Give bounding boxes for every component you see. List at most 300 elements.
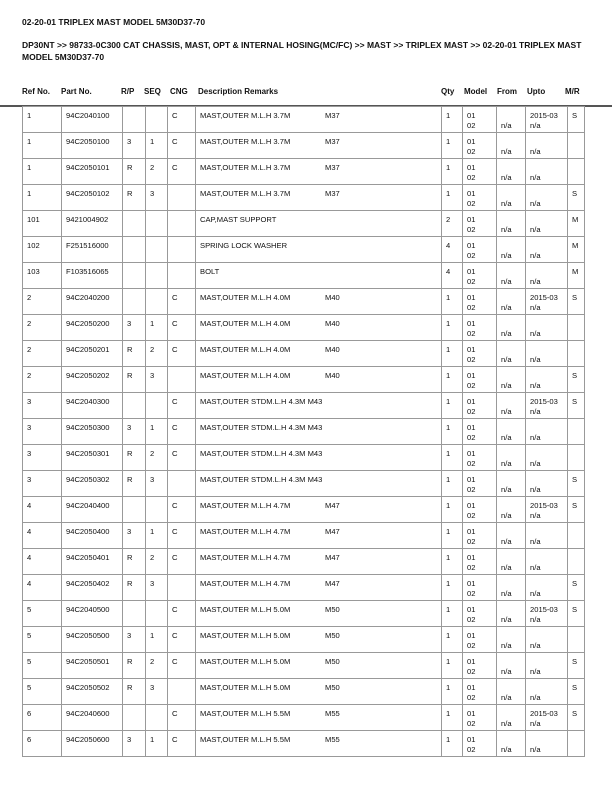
table-row — [23, 549, 585, 575]
mr-text — [572, 445, 584, 449]
cell-part — [62, 237, 123, 263]
seq-text: 1 — [150, 735, 155, 744]
desc-text: MAST,OUTER M.L.H 5.0M — [200, 683, 291, 692]
parts-table — [22, 106, 585, 757]
cell-model — [463, 497, 497, 523]
description-line — [200, 471, 441, 485]
rp-text: R — [127, 371, 133, 380]
part-text: 94C2050302 — [66, 475, 110, 484]
model-text: 01 02 — [467, 605, 476, 624]
mr-text — [572, 549, 584, 553]
model-text: 01 02 — [467, 683, 476, 702]
cell-qty — [442, 237, 463, 263]
model-text: 01 02 — [467, 423, 476, 442]
seq-text: 2 — [150, 449, 155, 458]
cell-ref — [23, 315, 62, 341]
description-line — [200, 159, 441, 173]
cell-upto — [526, 627, 568, 653]
cell-part — [62, 575, 123, 601]
upto-text: 2015-03 n/a — [530, 397, 558, 416]
cell-from — [497, 185, 526, 211]
seq-text — [150, 211, 167, 215]
cell-from — [497, 627, 526, 653]
cell-part — [62, 419, 123, 445]
cell-from — [497, 289, 526, 315]
cell-rp — [123, 107, 146, 133]
description-line — [200, 107, 441, 121]
cell-part — [62, 393, 123, 419]
cell-upto — [526, 367, 568, 393]
table-row — [23, 263, 585, 289]
seq-text — [150, 601, 167, 605]
description-line — [200, 653, 441, 667]
cell-mr — [568, 523, 585, 549]
cell-rp — [123, 185, 146, 211]
cell-qty — [442, 419, 463, 445]
cng-text: C — [172, 345, 178, 354]
table-row — [23, 497, 585, 523]
description-line — [200, 393, 441, 407]
cell-rp — [123, 549, 146, 575]
header-from: From — [497, 87, 517, 96]
cng-text — [172, 263, 195, 267]
cell-model — [463, 653, 497, 679]
cell-ref — [23, 289, 62, 315]
cell-qty — [442, 575, 463, 601]
cell-mr — [568, 653, 585, 679]
cell-seq — [146, 679, 168, 705]
cell-part — [62, 185, 123, 211]
part-text: 94C2050102 — [66, 189, 110, 198]
cell-mr — [568, 315, 585, 341]
cell-upto — [526, 133, 568, 159]
cell-from — [497, 705, 526, 731]
description-line — [200, 731, 441, 745]
rp-text: R — [127, 163, 133, 172]
cell-cng — [168, 393, 196, 419]
ref-text: 2 — [27, 345, 32, 354]
cell-cng — [168, 211, 196, 237]
from-text: n/a — [501, 511, 512, 520]
description-line — [200, 367, 441, 381]
from-text: n/a — [501, 459, 512, 468]
model-text: 01 02 — [467, 553, 476, 572]
part-text: 94C2050501 — [66, 657, 110, 666]
cell-mr — [568, 471, 585, 497]
page-title: 02-20-01 TRIPLEX MAST MODEL 5M30D37-70 — [22, 17, 206, 27]
qty-text: 4 — [446, 241, 451, 250]
cell-from — [497, 679, 526, 705]
header-part: Part No. — [61, 87, 92, 96]
cell-cng — [168, 731, 196, 757]
model-text: 01 02 — [467, 735, 476, 754]
cell-part — [62, 289, 123, 315]
cell-mr — [568, 679, 585, 705]
table-row — [23, 653, 585, 679]
part-text: F103516065 — [66, 267, 109, 276]
cell-qty — [442, 159, 463, 185]
cell-part — [62, 107, 123, 133]
remark-text: M47 — [325, 553, 340, 562]
cell-rp — [123, 471, 146, 497]
desc-text: MAST,OUTER M.L.H 4.7M — [200, 579, 291, 588]
cng-text: C — [172, 709, 178, 718]
model-text: 01 02 — [467, 137, 476, 156]
ref-text: 2 — [27, 293, 32, 302]
rp-text — [127, 497, 145, 501]
part-text: 94C2050101 — [66, 163, 110, 172]
cell-mr — [568, 575, 585, 601]
cell-mr — [568, 627, 585, 653]
cng-text — [172, 575, 195, 579]
desc-text: MAST,OUTER M.L.H 3.7M — [200, 137, 291, 146]
remark-text: M55 — [325, 735, 340, 744]
remark-text: M37 — [325, 189, 340, 198]
cell-from — [497, 731, 526, 757]
rp-text — [127, 393, 145, 397]
qty-text: 1 — [446, 735, 451, 744]
part-text: 9421004902 — [66, 215, 109, 224]
qty-text: 1 — [446, 189, 451, 198]
table-row — [23, 107, 585, 133]
cell-model — [463, 107, 497, 133]
mr-text: S — [572, 293, 578, 302]
cell-part — [62, 497, 123, 523]
header-mr: M/R — [565, 87, 580, 96]
remark-text: M50 — [325, 631, 340, 640]
cng-text — [172, 211, 195, 215]
description-line — [200, 523, 441, 537]
cell-from — [497, 315, 526, 341]
cell-seq — [146, 445, 168, 471]
remark-text: M37 — [325, 137, 340, 146]
ref-text: 4 — [27, 527, 32, 536]
mr-text — [572, 159, 584, 163]
cell-desc — [196, 705, 442, 731]
qty-text: 1 — [446, 683, 451, 692]
upto-text: n/a — [530, 277, 541, 286]
cell-ref — [23, 419, 62, 445]
cell-qty — [442, 289, 463, 315]
cell-from — [497, 497, 526, 523]
cell-rp — [123, 731, 146, 757]
cell-model — [463, 185, 497, 211]
qty-text: 1 — [446, 397, 451, 406]
cell-model — [463, 159, 497, 185]
model-text: 01 02 — [467, 449, 476, 468]
from-text: n/a — [501, 407, 512, 416]
seq-text: 2 — [150, 163, 155, 172]
description-line — [200, 627, 441, 641]
cell-rp — [123, 705, 146, 731]
cell-ref — [23, 185, 62, 211]
part-text: 94C2050200 — [66, 319, 110, 328]
cell-mr — [568, 159, 585, 185]
from-text: n/a — [501, 251, 512, 260]
cell-model — [463, 133, 497, 159]
description-line — [200, 445, 441, 459]
cell-upto — [526, 653, 568, 679]
desc-text: MAST,OUTER M.L.H 4.7M — [200, 553, 291, 562]
remark-text: M40 — [325, 293, 340, 302]
table-row — [23, 601, 585, 627]
part-text: 94C2040100 — [66, 111, 110, 120]
cell-qty — [442, 497, 463, 523]
qty-text: 1 — [446, 293, 451, 302]
qty-text: 4 — [446, 267, 451, 276]
ref-text: 5 — [27, 605, 32, 614]
mr-text: S — [572, 371, 578, 380]
cell-part — [62, 211, 123, 237]
cell-mr — [568, 419, 585, 445]
ref-text: 103 — [27, 267, 40, 276]
rp-text: R — [127, 345, 133, 354]
mr-text — [572, 731, 584, 735]
upto-text: n/a — [530, 225, 541, 234]
cng-text — [172, 185, 195, 189]
from-text: n/a — [501, 589, 512, 598]
table-row — [23, 471, 585, 497]
description-line — [200, 315, 441, 329]
cell-qty — [442, 549, 463, 575]
upto-text: n/a — [530, 745, 541, 754]
cell-desc — [196, 601, 442, 627]
cell-model — [463, 393, 497, 419]
mr-text: M — [572, 241, 579, 250]
seq-text — [150, 263, 167, 267]
cell-rp — [123, 601, 146, 627]
mr-text: M — [572, 267, 579, 276]
cell-part — [62, 263, 123, 289]
part-text: 94C2050400 — [66, 527, 110, 536]
cng-text: C — [172, 293, 178, 302]
desc-text: MAST,OUTER M.L.H 3.7M — [200, 163, 291, 172]
desc-text: MAST,OUTER M.L.H 4.0M — [200, 293, 291, 302]
cell-model — [463, 601, 497, 627]
rp-text: R — [127, 475, 133, 484]
cell-qty — [442, 211, 463, 237]
cell-qty — [442, 107, 463, 133]
cell-part — [62, 653, 123, 679]
cng-text: C — [172, 111, 178, 120]
cell-desc — [196, 185, 442, 211]
cell-mr — [568, 185, 585, 211]
seq-text: 1 — [150, 527, 155, 536]
cell-part — [62, 731, 123, 757]
upto-text: n/a — [530, 433, 541, 442]
cell-upto — [526, 445, 568, 471]
cell-part — [62, 341, 123, 367]
cng-text: C — [172, 449, 178, 458]
cell-mr — [568, 263, 585, 289]
cell-from — [497, 549, 526, 575]
ref-text: 5 — [27, 683, 32, 692]
ref-text: 4 — [27, 501, 32, 510]
cell-cng — [168, 367, 196, 393]
cell-seq — [146, 185, 168, 211]
desc-text: BOLT — [200, 267, 220, 276]
cell-rp — [123, 653, 146, 679]
cng-text — [172, 367, 195, 371]
cng-text: C — [172, 553, 178, 562]
cell-cng — [168, 107, 196, 133]
description-line — [200, 341, 441, 355]
seq-text: 2 — [150, 345, 155, 354]
cell-seq — [146, 731, 168, 757]
from-text: n/a — [501, 147, 512, 156]
ref-text: 3 — [27, 449, 32, 458]
seq-text: 1 — [150, 137, 155, 146]
cell-upto — [526, 237, 568, 263]
cell-upto — [526, 471, 568, 497]
cell-seq — [146, 549, 168, 575]
table-row — [23, 627, 585, 653]
table-row — [23, 159, 585, 185]
cell-ref — [23, 705, 62, 731]
cell-qty — [442, 393, 463, 419]
cell-ref — [23, 237, 62, 263]
seq-text — [150, 393, 167, 397]
cell-mr — [568, 497, 585, 523]
cell-seq — [146, 211, 168, 237]
model-text: 01 02 — [467, 371, 476, 390]
cell-desc — [196, 237, 442, 263]
cell-ref — [23, 445, 62, 471]
model-text: 01 02 — [467, 241, 476, 260]
seq-text: 1 — [150, 423, 155, 432]
qty-text: 1 — [446, 163, 451, 172]
part-text: 94C2050301 — [66, 449, 110, 458]
cell-desc — [196, 653, 442, 679]
cell-model — [463, 549, 497, 575]
upto-text: n/a — [530, 641, 541, 650]
cell-mr — [568, 289, 585, 315]
cell-qty — [442, 367, 463, 393]
cell-cng — [168, 315, 196, 341]
cell-ref — [23, 679, 62, 705]
cell-model — [463, 341, 497, 367]
qty-text: 1 — [446, 605, 451, 614]
from-text: n/a — [501, 615, 512, 624]
cell-from — [497, 523, 526, 549]
desc-text: MAST,OUTER M.L.H 5.5M — [200, 735, 291, 744]
from-text: n/a — [501, 485, 512, 494]
ref-text: 3 — [27, 423, 32, 432]
seq-text — [150, 107, 167, 111]
cell-upto — [526, 731, 568, 757]
rp-text: R — [127, 579, 133, 588]
cell-desc — [196, 341, 442, 367]
mr-text: S — [572, 579, 578, 588]
part-text: 94C2050201 — [66, 345, 110, 354]
cell-mr — [568, 549, 585, 575]
part-text: 94C2040500 — [66, 605, 110, 614]
cell-qty — [442, 731, 463, 757]
description-line — [200, 497, 441, 511]
from-text: n/a — [501, 225, 512, 234]
cell-desc — [196, 549, 442, 575]
qty-text: 1 — [446, 111, 451, 120]
cell-mr — [568, 393, 585, 419]
mr-text — [572, 133, 584, 137]
desc-text: MAST,OUTER M.L.H 4.0M — [200, 345, 291, 354]
upto-text: 2015-03 n/a — [530, 605, 558, 624]
cell-ref — [23, 523, 62, 549]
cell-desc — [196, 263, 442, 289]
seq-text: 1 — [150, 319, 155, 328]
cell-cng — [168, 341, 196, 367]
table-row — [23, 731, 585, 757]
model-text: 01 02 — [467, 527, 476, 546]
from-text: n/a — [501, 381, 512, 390]
cell-cng — [168, 159, 196, 185]
cell-qty — [442, 705, 463, 731]
desc-text: MAST,OUTER STDM.L.H 4.3M M43 — [200, 449, 323, 458]
rp-text — [127, 107, 145, 111]
cell-seq — [146, 315, 168, 341]
cell-rp — [123, 523, 146, 549]
from-text: n/a — [501, 563, 512, 572]
desc-text: MAST,OUTER M.L.H 4.0M — [200, 319, 291, 328]
cell-qty — [442, 263, 463, 289]
remark-text: M40 — [325, 345, 340, 354]
cng-text — [172, 471, 195, 475]
remark-text: M55 — [325, 709, 340, 718]
header-qty: Qty — [441, 87, 455, 96]
cell-rp — [123, 263, 146, 289]
cell-model — [463, 237, 497, 263]
upto-text: n/a — [530, 199, 541, 208]
cell-model — [463, 523, 497, 549]
qty-text: 1 — [446, 319, 451, 328]
upto-text: n/a — [530, 355, 541, 364]
model-text: 01 02 — [467, 111, 476, 130]
cell-upto — [526, 549, 568, 575]
cng-text: C — [172, 631, 178, 640]
cell-cng — [168, 653, 196, 679]
remark-text: M40 — [325, 319, 340, 328]
qty-text: 1 — [446, 449, 451, 458]
mr-text: S — [572, 683, 578, 692]
cell-from — [497, 159, 526, 185]
cell-seq — [146, 159, 168, 185]
rp-text: 3 — [127, 137, 132, 146]
cell-from — [497, 133, 526, 159]
seq-text — [150, 289, 167, 293]
cell-qty — [442, 627, 463, 653]
ref-text: 2 — [27, 371, 32, 380]
cell-cng — [168, 445, 196, 471]
model-text: 01 02 — [467, 501, 476, 520]
cell-model — [463, 289, 497, 315]
cell-seq — [146, 237, 168, 263]
cell-rp — [123, 445, 146, 471]
desc-text: MAST,OUTER M.L.H 5.5M — [200, 709, 291, 718]
table-header — [0, 87, 612, 99]
breadcrumb: DP30NT >> 98733-0C300 CAT CHASSIS, MAST, OPT & INTERNAL HOSING(MC/FC) >> MAST >> TRIPLEX MAST >> 02-20-01 TRIPLEX MAST MODEL 5M30D37-70 — [22, 40, 582, 62]
model-text: 01 02 — [467, 475, 476, 494]
cell-desc — [196, 575, 442, 601]
description-line — [200, 705, 441, 719]
cell-model — [463, 705, 497, 731]
ref-text: 3 — [27, 475, 32, 484]
upto-text: n/a — [530, 563, 541, 572]
cell-rp — [123, 393, 146, 419]
mr-text: S — [572, 475, 578, 484]
remark-text: M47 — [325, 527, 340, 536]
seq-text: 2 — [150, 553, 155, 562]
part-text: 94C2040400 — [66, 501, 110, 510]
